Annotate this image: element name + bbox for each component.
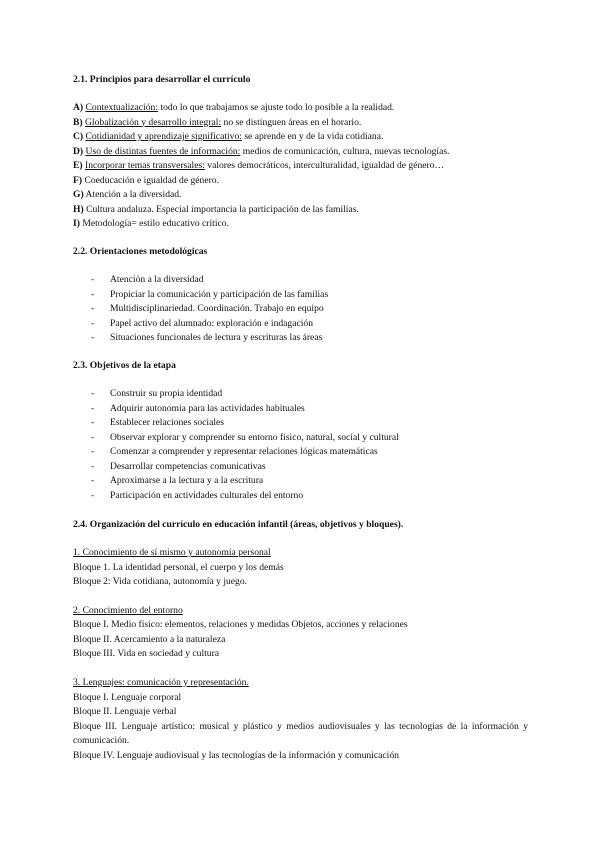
block-line: Bloque II. Lenguaje verbal: [73, 706, 177, 717]
list-item: - Adquirir autonomía para las actividades habituales: [91, 402, 305, 414]
principle-item: I) Metodología= estilo educativo crítico.: [73, 218, 229, 229]
section-heading-principios: 2.1. Principios para desarrollar el currículo: [73, 74, 251, 85]
block-line: Bloque I. Medio físico: elementos, relaciones y medidas Objetos, acciones y relaciones: [73, 619, 408, 630]
list-item: - Observar explorar y comprender su entorno físico, natural, social y cultural: [91, 431, 399, 443]
list-item: - Construir su propia identidad: [91, 388, 223, 399]
list-item: - Comenzar a comprender y representar relaciones lógicas matemáticas: [91, 446, 378, 457]
block-line: Bloque III. Lenguaje artístico: musical y plástico y medios audiovisuales y las tecnologías de la información y comunicación.: [73, 720, 528, 747]
list-item: - Atención a la diversidad: [91, 274, 204, 285]
area-title: 2. Conocimiento del entorno: [73, 604, 183, 616]
section-heading-objetivos: 2.3. Objetivos de la etapa: [73, 360, 176, 371]
area-title: 1. Conocimiento de sí mismo y autonomía personal: [73, 547, 271, 558]
principle-item: A) Contextualización: todo lo que trabajamos se ajuste todo lo posible a la realidad.: [73, 102, 395, 113]
principle-item: H) Cultura andaluza. Especial importancia la participación de las familias.: [73, 203, 359, 215]
list-item: - Papel activo del alumnado: exploración e indagación: [91, 317, 313, 329]
principle-item: F) Coeducación e igualdad de género.: [73, 174, 219, 186]
block-line: Bloque I. Lenguaje corporal: [73, 691, 182, 703]
block-line: Bloque III. Vida en sociedad y cultura: [73, 648, 220, 659]
list-item: - Participación en actividades culturales del entorno: [91, 489, 304, 501]
block-line: Bloque IV. Lenguaje audiovisual y las tecnologías de la información y comunicación: [73, 749, 399, 761]
block-line: Bloque 2: Vida cotidiana, autonomía y juego.: [73, 576, 248, 587]
block-line: Bloque II. Acercamiento a la naturaleza: [73, 633, 226, 645]
principle-item: E) Incorporar temas transversales: valores democráticos, interculturalidad, igualdad de género…: [73, 160, 445, 171]
principle-item: D) Uso de distintas fuentes de información: medios de comunicación, cultura, nuevas tecnologías.: [73, 145, 450, 157]
list-item: - Situaciones funcionales de lectura y escrituras las áreas: [91, 332, 323, 343]
principle-item: B) Globalización y desarrollo integral: no se distinguen áreas en el horario.: [73, 116, 362, 128]
list-item: - Establecer relaciones sociales: [91, 417, 225, 428]
list-item: - Desarrollar competencias comunicativas: [91, 460, 266, 472]
area-title: 3. Lenguajes: comunicación y representación.: [73, 677, 249, 688]
section-heading-organizacion: 2.4. Organización del currículo en educación infantil (áreas, objetivos y bloques).: [73, 519, 404, 530]
list-item: - Propiciar la comunicación y participación de las familias: [91, 288, 329, 300]
section-heading-orientaciones: 2.2. Orientaciones metodológicas: [73, 246, 208, 257]
list-item: - Aproximarse a la lectura y a la escritura: [91, 475, 264, 486]
block-line: Bloque 1. La identidad personal, el cuerpo y los demás: [73, 561, 284, 573]
list-item: - Multidisciplinariedad. Coordinación. Trabajo en equipo: [91, 303, 324, 314]
principle-item: C) Cotidianidad y aprendizaje significativo: se aprende en y de la vida cotidiana.: [73, 131, 384, 142]
principle-item: G) Atención a la diversidad.: [73, 189, 182, 200]
